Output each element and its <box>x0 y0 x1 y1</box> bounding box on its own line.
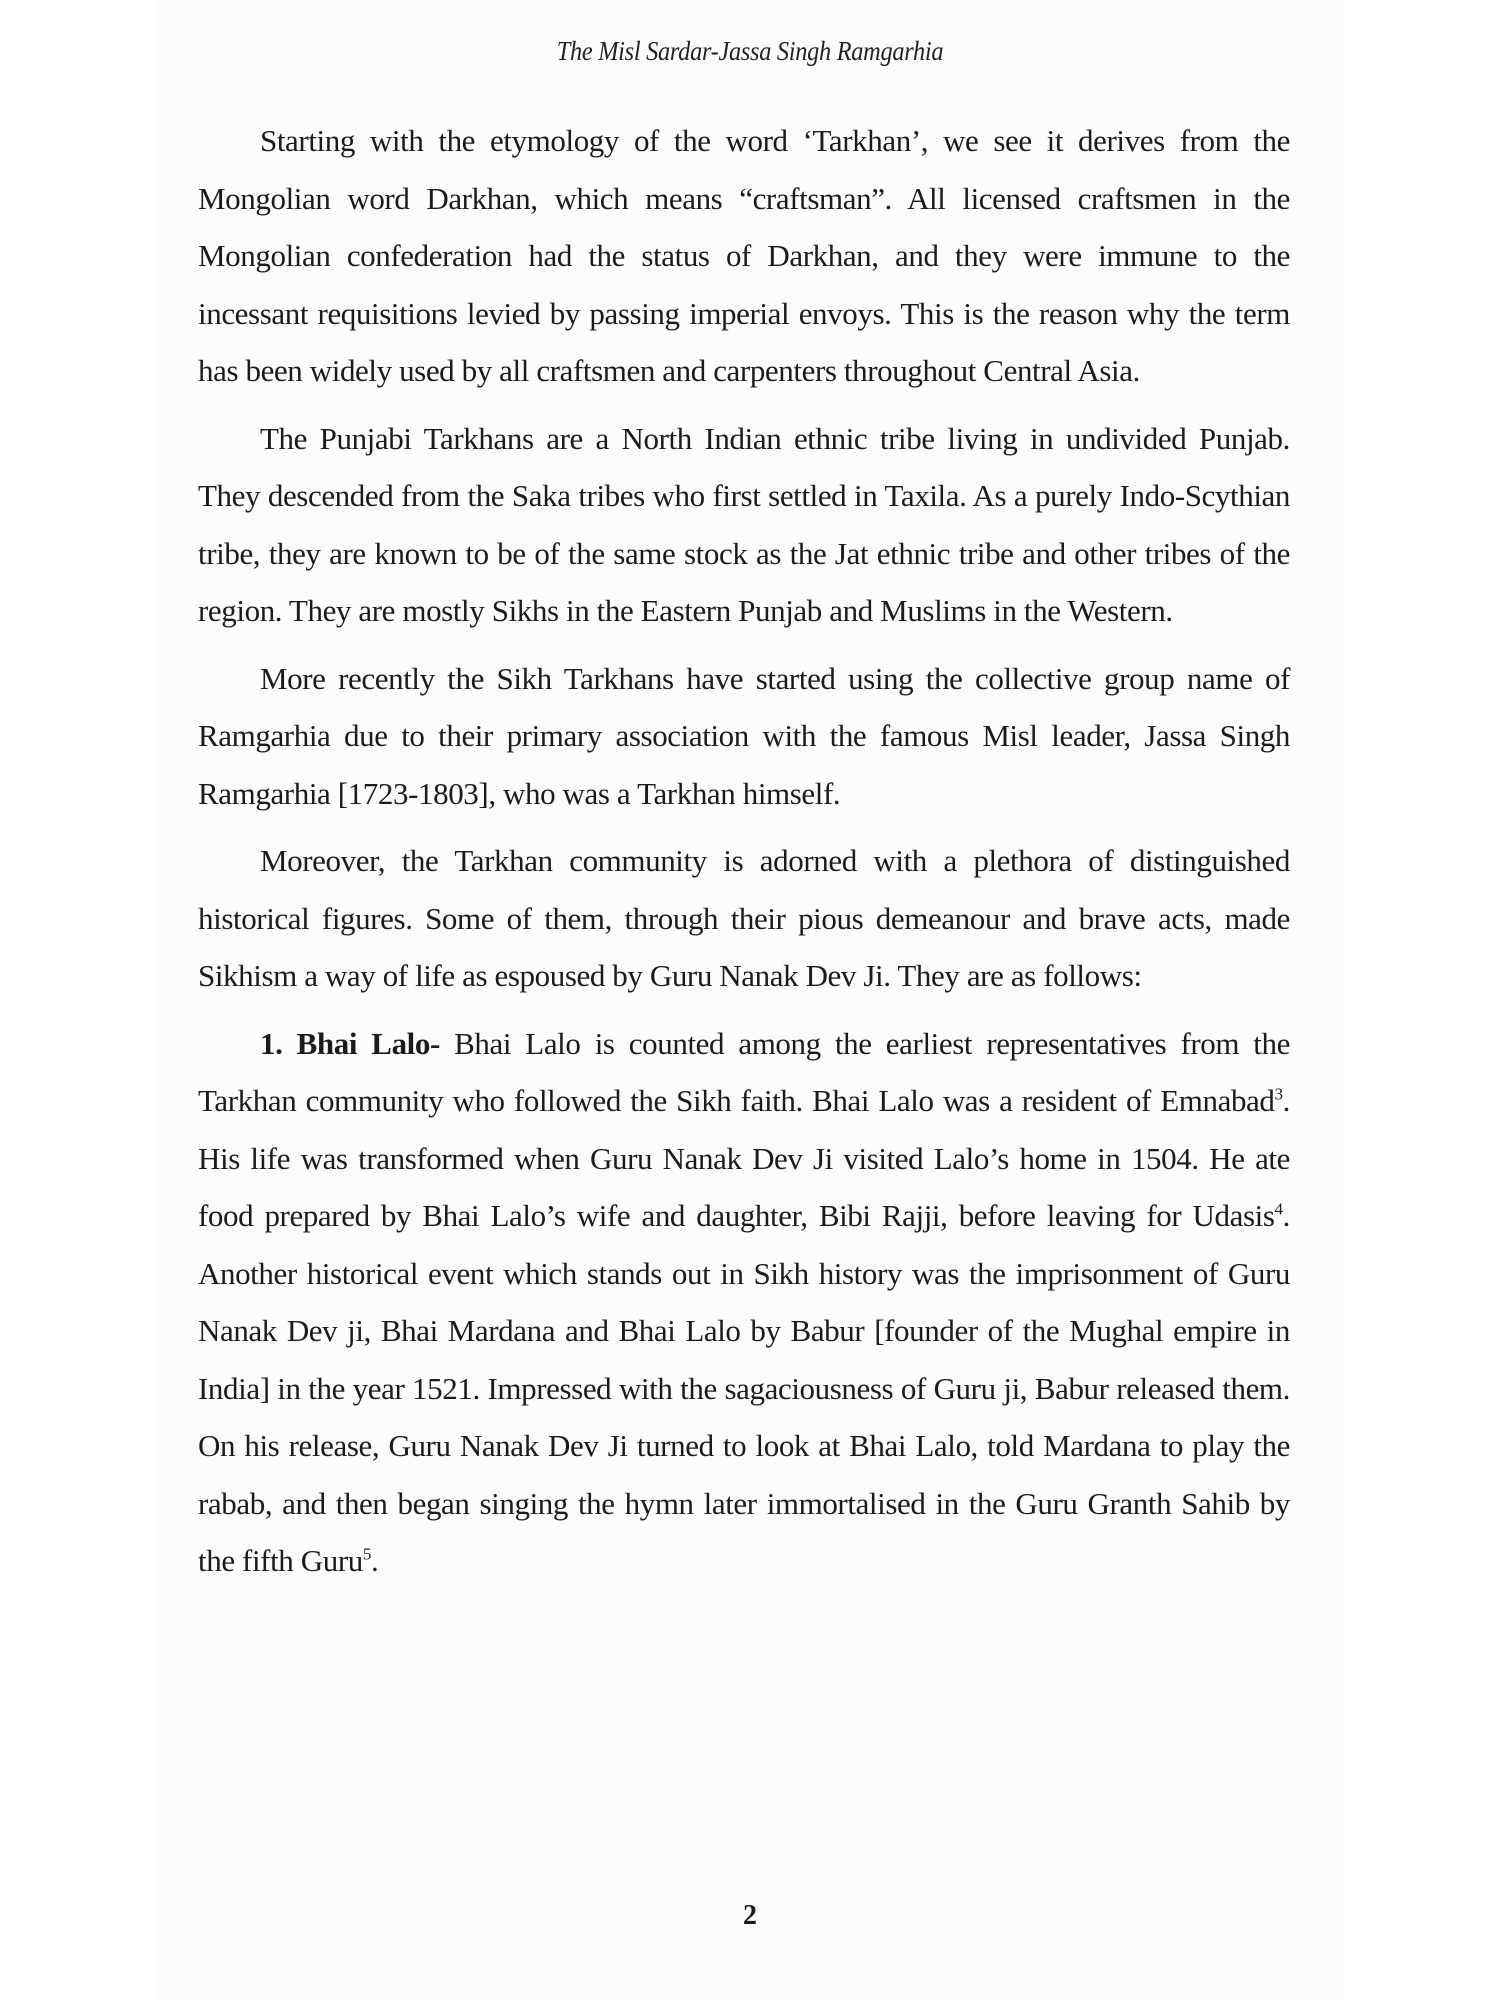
page-number: 2 <box>743 1900 757 1931</box>
running-header-title: The Misl Sardar-Jassa Singh Ramgarhia <box>556 36 944 66</box>
book-page <box>155 0 1345 2000</box>
text-segment: . <box>370 1543 379 1578</box>
footnote-marker[interactable]: 5 <box>362 1544 371 1564</box>
footnote-marker[interactable]: 3 <box>1274 1084 1283 1104</box>
footnote-marker[interactable]: 4 <box>1274 1199 1283 1219</box>
paragraph-bhai-lalo <box>198 1015 1290 1590</box>
text-segment: . His life was transformed when Guru Nanak Dev Ji visited Lalo’s home in 1504. He ate food prepared by Bhai Lalo’s wife and daughter, Bibi Rajji, before leaving for Udasis <box>198 1083 1290 1233</box>
text-segment: Bhai Lalo is counted among the earliest representatives from the Tarkhan community who followed the Sikh faith. Bhai Lalo was a resident of Emnabad <box>198 1025 1290 1118</box>
paragraph-punjabi-tarkhans: The Punjabi Tarkhans are a North Indian ethnic tribe living in undivided Punjab. They descended from the Saka tribes who first settled in Taxila. As a purely Indo-Scythian tribe, they are known to be of the same stock as the Jat ethnic tribe and other tribes of the region. They are mostly Sikhs in the Eastern Punjab and Muslims in the Western. <box>198 420 1290 628</box>
text-segment: . Another historical event which stands out in Sikh history was the imprisonment of Guru Nanak Dev ji, Bhai Mardana and Bhai Lalo by Babur [founder of the Mughal empire in India] in the year 1521. Impressed with the sagaciousness of Guru ji, Babur released them. On his release, Guru Nanak Dev Ji turned to look at Bhai Lalo, told Mardana to play the rabab, and then began singing the hymn later immortalised in the Guru Granth Sahib by the fifth Guru <box>198 1198 1290 1578</box>
body-text <box>198 112 1290 1590</box>
paragraph-historical-figures: Moreover, the Tarkhan community is adorned with a plethora of distinguished historical figures. Some of them, through their pious demeanour and brave acts, made Sikhism a way of life as espoused by Guru Nanak Dev Ji. They are as follows: <box>198 843 1290 993</box>
paragraph-ramgarhia-name: More recently the Sikh Tarkhans have started using the collective group name of Ramgarhia due to their primary association with the famous Misl leader, Jassa Singh Ramgarhia [1723-1803], who was a Tarkhan himself. <box>198 660 1290 811</box>
list-item-heading-bhai-lalo: 1. Bhai Lalo- <box>260 1025 440 1061</box>
paragraph-etymology: Starting with the etymology of the word ‘Tarkhan’, we see it derives from the Mongolian word Darkhan, which means “craftsman”. All licensed craftsmen in the Mongolian confederation had the status of Darkhan, and they were immune to the incessant requisitions levied by passing imperial envoys. This is the reason why the term has been widely used by all craftsmen and carpenters throughout Central Asia. <box>198 123 1290 388</box>
